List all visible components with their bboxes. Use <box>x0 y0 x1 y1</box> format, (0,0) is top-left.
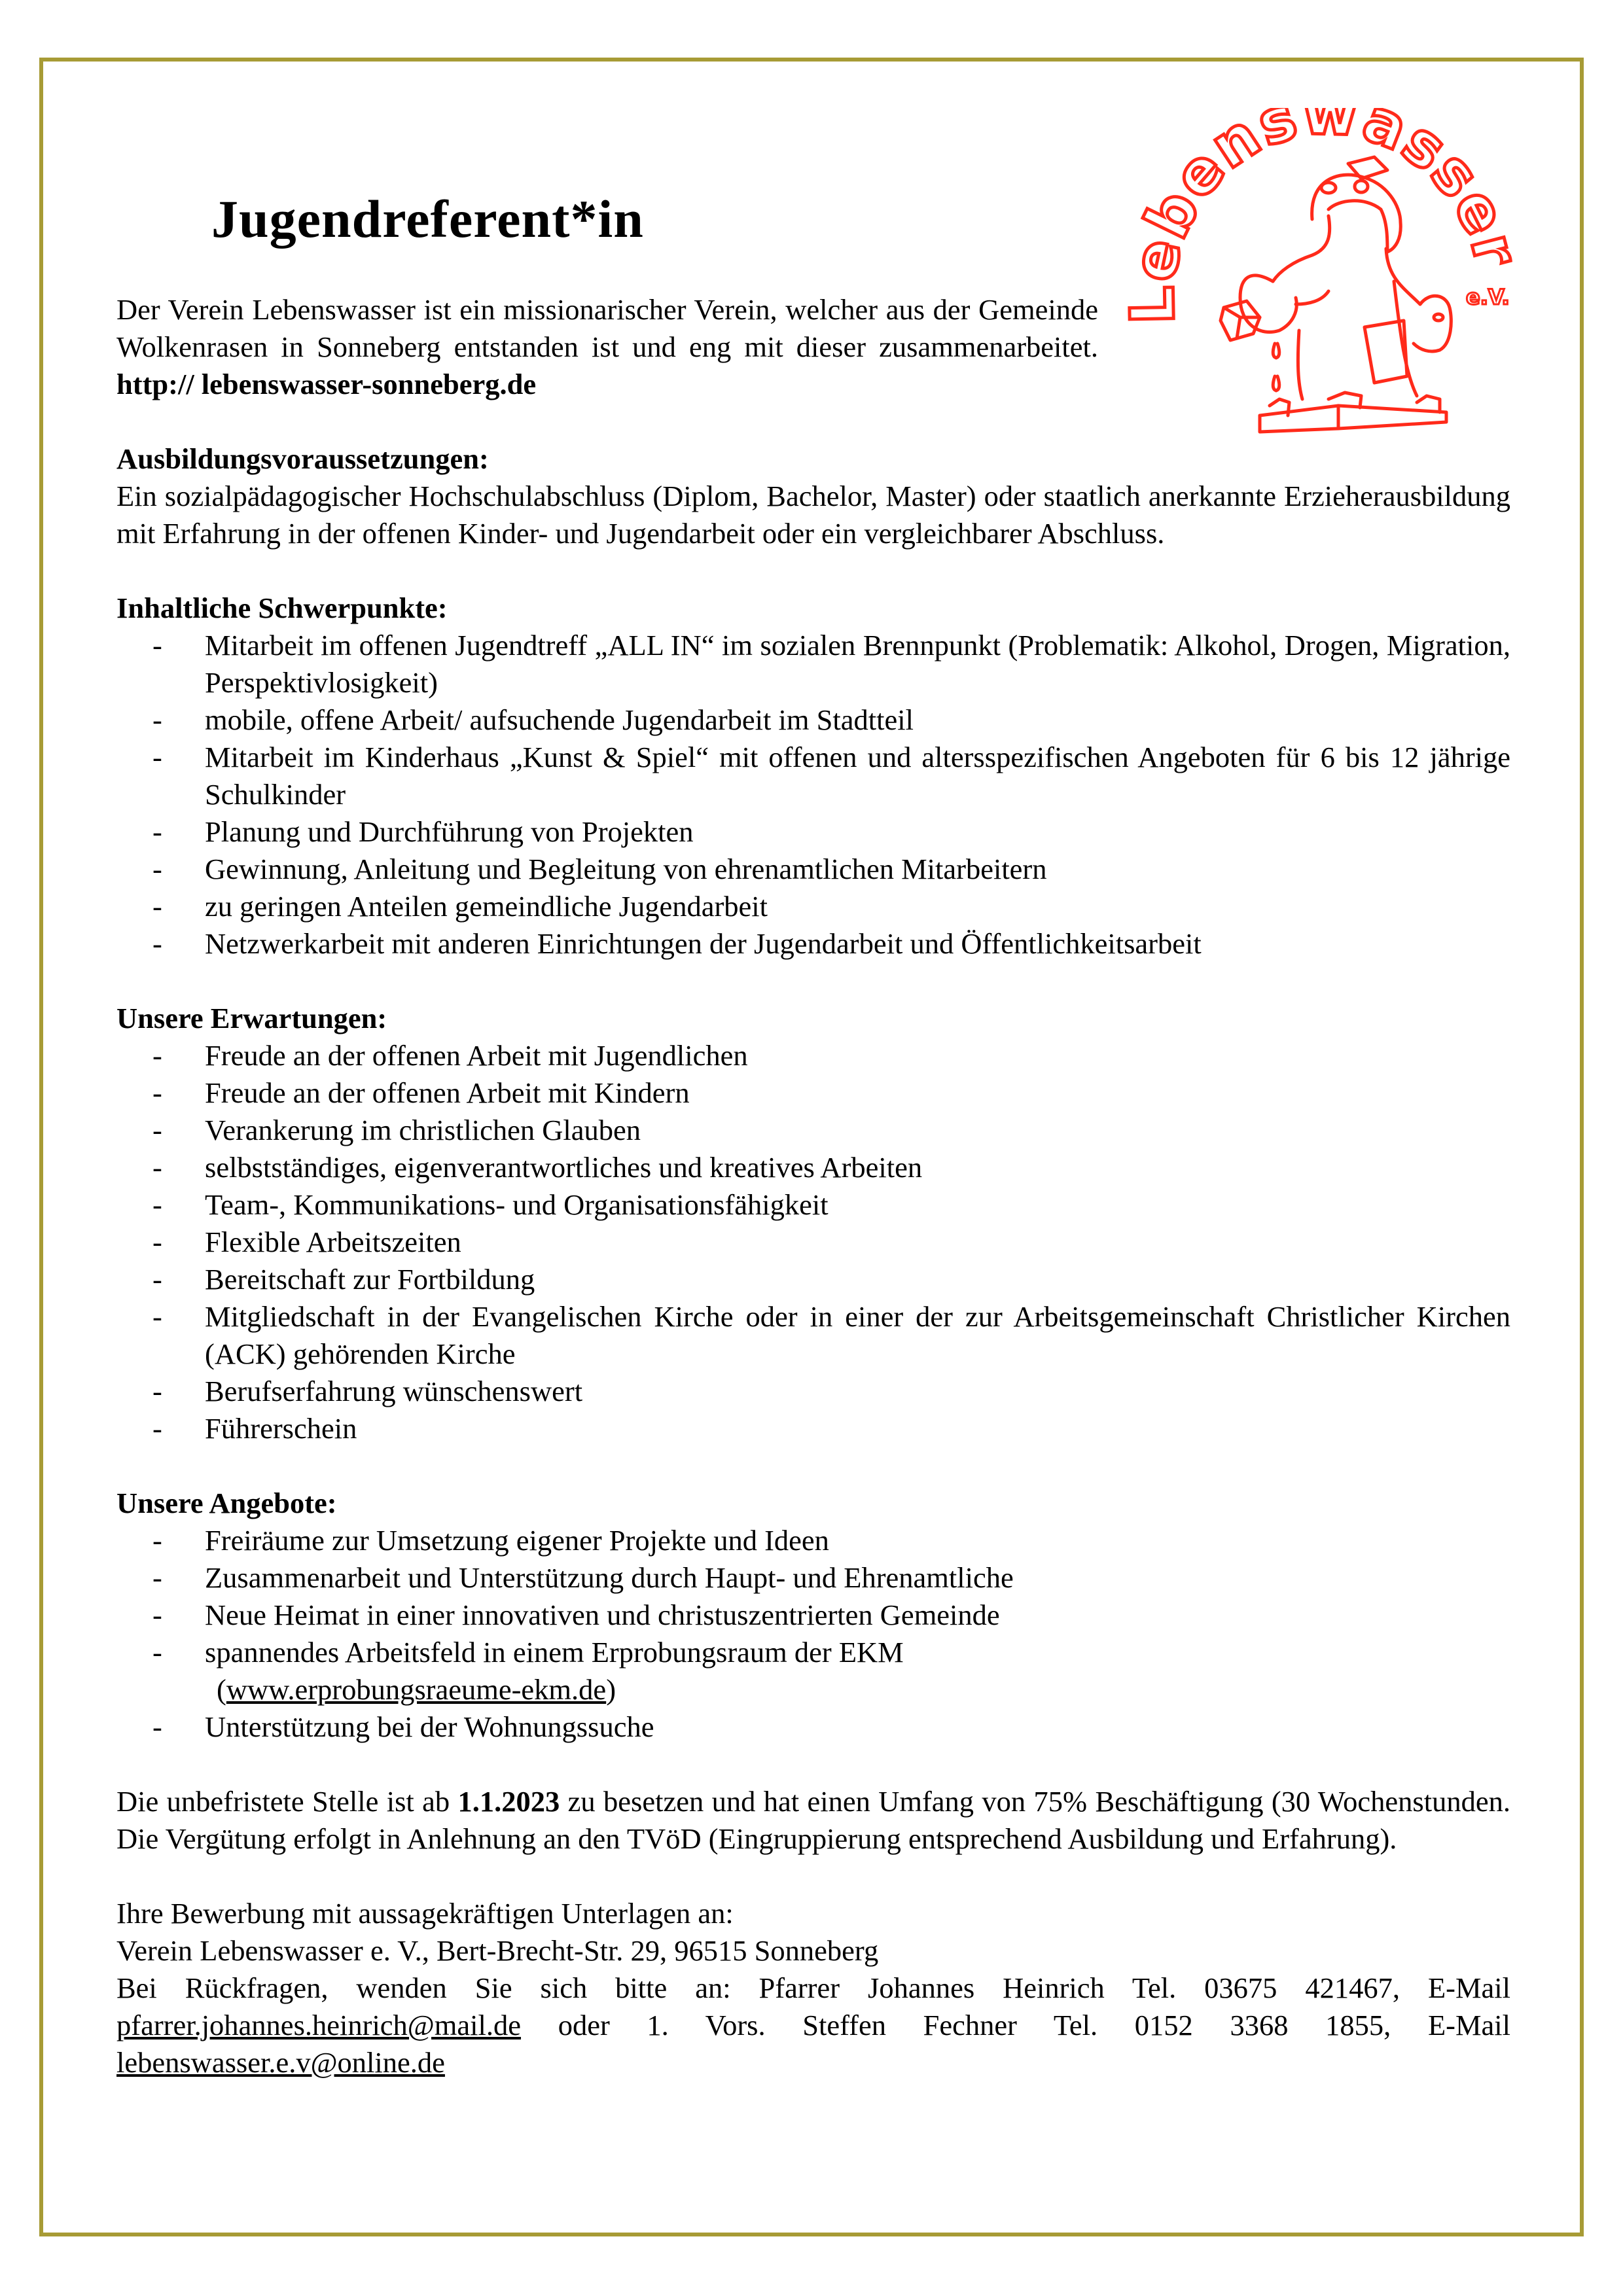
section-heading: Inhaltliche Schwerpunkte: <box>116 592 448 624</box>
offers-list <box>116 1522 1510 1746</box>
page-title: Jugendreferent*in <box>211 189 644 249</box>
list-item: - Gewinnung, Anleitung und Begleitung von ehrenamtlichen Mitarbeitern <box>116 851 1510 888</box>
list-item: - Freiräume zur Umsetzung eigener Projekte und Ideen <box>116 1522 1510 1559</box>
start-date: 1.1.2023 <box>457 1785 560 1818</box>
dash-bullet-icon: - <box>152 1151 162 1184</box>
list-item: - Mitarbeit im offenen Jugendtreff „ALL IN“ im sozialen Brennpunkt (Problematik: Alkohol, Drogen, Migration, Perspektivlosigkeit) <box>116 627 1510 701</box>
list-item: - Neue Heimat in einer innovativen und christuszentrierten Gemeinde <box>116 1597 1510 1634</box>
application-info <box>116 1895 1510 2081</box>
dash-bullet-icon: - <box>152 1188 162 1221</box>
list-item: - Freude an der offenen Arbeit mit Jugendlichen <box>116 1037 1510 1074</box>
expectations-list <box>116 1037 1510 1447</box>
list-item: - Unterstützung bei der Wohnungssuche <box>116 1708 1510 1746</box>
dash-bullet-icon: - <box>152 927 162 960</box>
section-offers <box>116 1485 1510 1746</box>
section-heading: Unsere Angebote: <box>116 1487 337 1519</box>
contact-paragraph: Bei Rückfragen, wenden Sie sich bitte an: Pfarrer Johannes Heinrich Tel. 03675 421467, E-Mail pfarrer.johannes.heinrich@mail.de oder 1. Vors. Steffen Fechner Tel. 0152 3368 1855, E-Mail lebenswasser.e.v@online.de <box>116 1971 1510 2079</box>
list-item: - Flexible Arbeitszeiten <box>116 1224 1510 1261</box>
dash-bullet-icon: - <box>152 1375 162 1407</box>
list-item: - spannendes Arbeitsfeld in einem Erprobungsraum der EKM (www.erprobungsraeume-ekm.de) <box>116 1634 1510 1708</box>
section-heading: Unsere Erwartungen: <box>116 1002 387 1034</box>
list-item: - Bereitschaft zur Fortbildung <box>116 1261 1510 1298</box>
email-link-pfarrer[interactable]: pfarrer.johannes.heinrich@mail.de <box>116 2009 522 2041</box>
logo-suffix: e.V. <box>1466 285 1510 309</box>
section-focus-areas <box>116 590 1510 963</box>
list-item: - Mitgliedschaft in der Evangelischen Kirche oder in einer der zur Arbeitsgemeinschaft Christlicher Kirchen (ACK) gehörenden Kirche <box>116 1298 1510 1373</box>
list-item: - Netzwerkarbeit mit anderen Einrichtungen der Jugendarbeit und Öffentlichkeitsarbeit <box>116 925 1510 963</box>
logo-text: Lebenswasser <box>1117 108 1533 325</box>
list-item: - Mitarbeit im Kinderhaus „Kunst & Spiel“ mit offenen und altersspezifischen Angeboten für 6 bis 12 jährige Schulkinder <box>116 739 1510 813</box>
list-item: - Verankerung im christlichen Glauben <box>116 1112 1510 1149</box>
list-item: - Berufserfahrung wünschenswert <box>116 1373 1510 1410</box>
application-intro: Ihre Bewerbung mit aussagekräftigen Unterlagen an: <box>116 1897 734 1930</box>
dash-bullet-icon: - <box>152 890 162 923</box>
dash-bullet-icon: - <box>152 1039 162 1072</box>
intro-paragraph <box>116 291 1098 403</box>
dash-bullet-icon: - <box>152 1226 162 1258</box>
requirements-text: Ein sozialpädagogischer Hochschulabschluss (Diplom, Bachelor, Master) oder staatlich anerkannte Erzieherausbildung mit Erfahrung in der offenen Kinder- und Jugendarbeit oder ein vergleichbarer Abschluss. <box>116 480 1510 550</box>
dash-bullet-icon: - <box>152 1561 162 1594</box>
erprobungsraeume-link[interactable]: www.erprobungsraeume-ekm.de <box>226 1673 607 1706</box>
dash-bullet-icon: - <box>152 1710 162 1743</box>
dash-bullet-icon: - <box>152 1076 162 1109</box>
list-item: - Zusammenarbeit und Unterstützung durch Haupt- und Ehrenamtliche <box>116 1559 1510 1597</box>
section-requirements <box>116 440 1510 552</box>
position-details: Die unbefristete Stelle ist ab 1.1.2023 zu besetzen und hat einen Umfang von 75% Beschäftigung (30 Wochenstunden. Die Vergütung erfolgt in Anlehnung an den TVöD (Eingruppierung entsprechend Ausbildung und Erfahrung). <box>116 1785 1510 1855</box>
list-item: - Führerschein <box>116 1410 1510 1447</box>
dash-bullet-icon: - <box>152 1524 162 1557</box>
website-link[interactable]: http:// lebenswasser-sonneberg.de <box>116 368 537 400</box>
dash-bullet-icon: - <box>152 1263 162 1296</box>
section-expectations <box>116 1000 1510 1447</box>
list-item: - zu geringen Anteilen gemeindliche Jugendarbeit <box>116 888 1510 925</box>
dash-bullet-icon: - <box>152 1598 162 1631</box>
list-item: - Planung und Durchführung von Projekten <box>116 813 1510 851</box>
dash-bullet-icon: - <box>152 1412 162 1445</box>
job-posting-body <box>116 291 1510 2081</box>
list-item: - Team-, Kommunikations- und Organisationsfähigkeit <box>116 1186 1510 1224</box>
dash-bullet-icon: - <box>152 1636 162 1669</box>
dash-bullet-icon: - <box>152 1300 162 1333</box>
ekm-link-wrapper: (www.erprobungsraeume-ekm.de) <box>217 1673 616 1706</box>
dash-bullet-icon: - <box>152 815 162 848</box>
dash-bullet-icon: - <box>152 853 162 885</box>
intro-text: Der Verein Lebenswasser ist ein missionarischer Verein, welcher aus der Gemeinde Wolkenrasen in Sonneberg entstanden ist und eng mit dieser zusammenarbeitet. <box>116 293 1098 363</box>
email-link-verein[interactable]: lebenswasser.e.v@online.de <box>116 2046 445 2079</box>
dash-bullet-icon: - <box>152 741 162 773</box>
focus-list <box>116 627 1510 963</box>
dash-bullet-icon: - <box>152 703 162 736</box>
list-item: - Freude an der offenen Arbeit mit Kindern <box>116 1074 1510 1112</box>
dash-bullet-icon: - <box>152 629 162 662</box>
list-item: - selbstständiges, eigenverantwortliches und kreatives Arbeiten <box>116 1149 1510 1186</box>
list-item: - mobile, offene Arbeit/ aufsuchende Jugendarbeit im Stadtteil <box>116 701 1510 739</box>
dash-bullet-icon: - <box>152 1114 162 1146</box>
section-heading: Ausbildungsvoraussetzungen: <box>116 442 489 475</box>
application-address: Verein Lebenswasser e. V., Bert-Brecht-Str. 29, 96515 Sonneberg <box>116 1934 879 1967</box>
